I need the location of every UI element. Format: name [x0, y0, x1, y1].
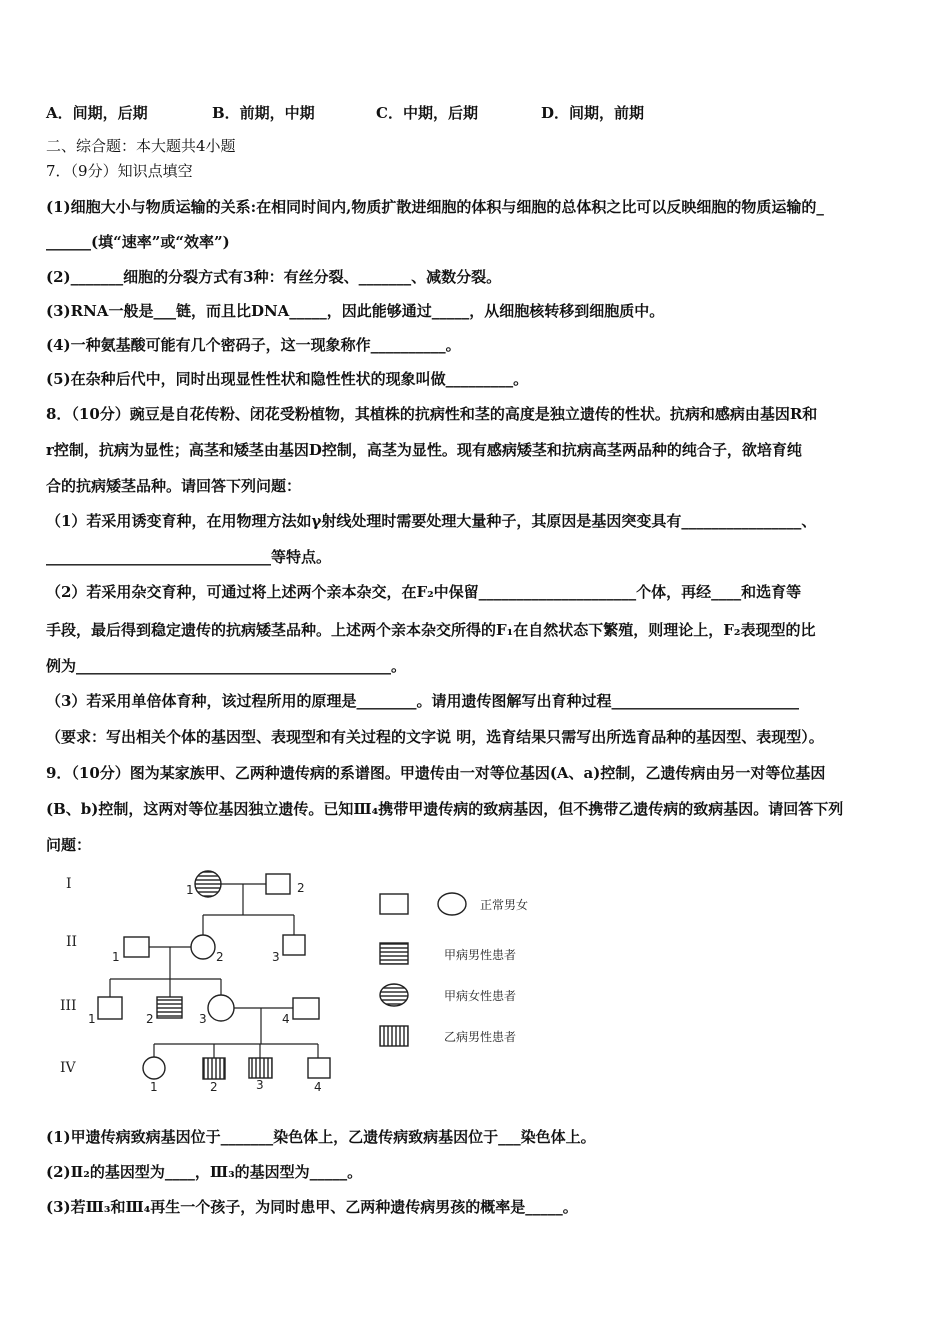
III-3-normal-female	[208, 995, 234, 1021]
q8-sub2-b: 手段，最后得到稳定遗传的抗病矮茎品种。上述两个亲本杂交所得的F₁在自然状态下繁殖，则理论上，F₂表现型的比	[46, 621, 816, 639]
q9-part-3: (3)若Ⅲ₃和Ⅲ₄再生一个孩子，为同时患甲、乙两种遗传病男孩的概率是_____。	[46, 1198, 578, 1216]
id-III-1: 1	[88, 1012, 96, 1026]
gen-label-III: III	[60, 998, 77, 1014]
legend-normal-label: 正常男女	[480, 898, 529, 912]
pedigree-chart	[46, 866, 566, 1096]
id-III-2: 2	[146, 1012, 154, 1026]
II-2-normal-female	[191, 935, 215, 959]
III-2-affected-a-male	[157, 997, 182, 1018]
q8-sub3-b: （要求：写出相关个体的基因型、表现型和有关过程的文字说 明，选育结果只需写出所选育品种的基因型、表现型）。	[46, 728, 824, 746]
id-III-4: 4	[282, 1012, 290, 1026]
I-1-affected-female	[195, 871, 221, 897]
q9-line-1: 9．（10分）图为某家族甲、乙两种遗传病的系谱图。甲遗传由一对等位基因(A、a)控制，乙遗传病由另一对等位基因	[46, 764, 826, 782]
legend-a-female-label: 甲病女性患者	[444, 989, 517, 1003]
IV-4-normal-male	[308, 1058, 330, 1078]
q8-line-2: r控制，抗病为显性；高茎和矮茎由基因D控制，高茎为显性。现有感病矮茎和抗病高茎两品种的纯合子，欲培育纯	[46, 441, 802, 459]
IV-1-normal-female	[143, 1057, 165, 1079]
legend-a-male-label: 甲病男性患者	[444, 948, 517, 962]
IV-3-affected-b-male	[249, 1058, 272, 1078]
legend-b-male-label: 乙病男性患者	[444, 1030, 517, 1044]
q9-part-1: (1)甲遗传病致病基因位于_______染色体上，乙遗传病致病基因位于___染色体上。	[46, 1128, 596, 1146]
q8-line-1: 8．（10分）豌豆是自花传粉、闭花受粉植物，其植株的抗病性和茎的高度是独立遗传的性状。抗病和感病由基因R和	[46, 405, 818, 423]
legend-normal-male-icon	[380, 894, 408, 914]
q9-line-2: (B、b)控制，这两对等位基因独立遗传。已知Ⅲ₄携带甲遗传病的致病基因，但不携带乙遗传病的致病基因。请回答下列	[46, 800, 844, 818]
q7-item-1b: ______(填“速率”或“效率”)	[46, 233, 230, 251]
gen-label-I: I	[66, 876, 72, 892]
q8-sub3-a: （3）若采用单倍体育种，该过程所用的原理是________。请用遗传图解写出育种过程_________________________	[46, 692, 799, 710]
section-title: 二、综合题：本大题共4小题	[46, 137, 236, 155]
q8-sub2-c: 例为__________________________________________。	[46, 657, 407, 675]
id-IV-3: 3	[256, 1078, 264, 1092]
option-b: B．前期，中期	[212, 104, 315, 122]
I-2-normal-male	[266, 874, 290, 894]
option-a: A．间期，后期	[46, 104, 148, 122]
legend-b-male-icon	[380, 1026, 408, 1046]
gen-label-IV: IV	[60, 1060, 76, 1076]
legend-a-male-icon	[380, 943, 408, 964]
id-I-1: 1	[186, 883, 194, 897]
q8-sub1-b: ______________________________等特点。	[46, 548, 332, 566]
q7-heading: 7．（9分）知识点填空	[46, 162, 193, 180]
q7-item-4: (4)一种氨基酸可能有几个密码子，这一现象称作__________。	[46, 336, 461, 354]
id-II-2: 2	[216, 950, 224, 964]
q8-sub2-a: （2）若采用杂交育种，可通过将上述两个亲本杂交，在F₂中保留_____________________个体，再经____和选育等	[46, 583, 802, 601]
q7-item-1a: (1)细胞大小与物质运输的关系:在相同时间内,物质扩散进细胞的体积与细胞的总体积之比可以反映细胞的物质运输的_	[46, 198, 824, 216]
legend-normal-female-icon	[438, 893, 466, 915]
id-III-3: 3	[199, 1012, 207, 1026]
legend-a-female-icon	[380, 984, 408, 1006]
II-3-normal-male	[283, 935, 305, 955]
q8-sub1-a: （1）若采用诱变育种，在用物理方法如γ射线处理时需要处理大量种子，其原因是基因突变具有________________、	[46, 512, 817, 530]
q9-line-3: 问题：	[46, 836, 92, 854]
q8-line-3: 合的抗病矮茎品种。请回答下列问题：	[46, 477, 302, 495]
q7-item-5: (5)在杂种后代中，同时出现显性性状和隐性性状的现象叫做_________。	[46, 370, 529, 388]
id-II-1: 1	[112, 950, 120, 964]
option-d: D．间期，前期	[541, 104, 645, 122]
id-I-2: 2	[297, 881, 305, 895]
gen-label-II: II	[66, 934, 78, 950]
id-II-3: 3	[272, 950, 280, 964]
q9-part-2: (2)Ⅱ₂的基因型为____，Ⅲ₃的基因型为_____。	[46, 1163, 363, 1181]
id-IV-4: 4	[314, 1080, 322, 1094]
III-4-normal-male	[293, 998, 319, 1019]
id-IV-1: 1	[150, 1080, 158, 1094]
id-IV-2: 2	[210, 1080, 218, 1094]
q7-item-3: (3)RNA一般是___链，而且比DNA_____，因此能够通过_____，从细胞核转移到细胞质中。	[46, 302, 665, 320]
q7-item-2: (2)_______细胞的分裂方式有3种：有丝分裂、_______、减数分裂。	[46, 268, 502, 286]
option-c: C．中期，后期	[376, 104, 478, 122]
III-1-normal-male	[98, 997, 122, 1019]
II-1-normal-male	[124, 937, 149, 957]
IV-2-affected-b-male	[203, 1058, 225, 1079]
